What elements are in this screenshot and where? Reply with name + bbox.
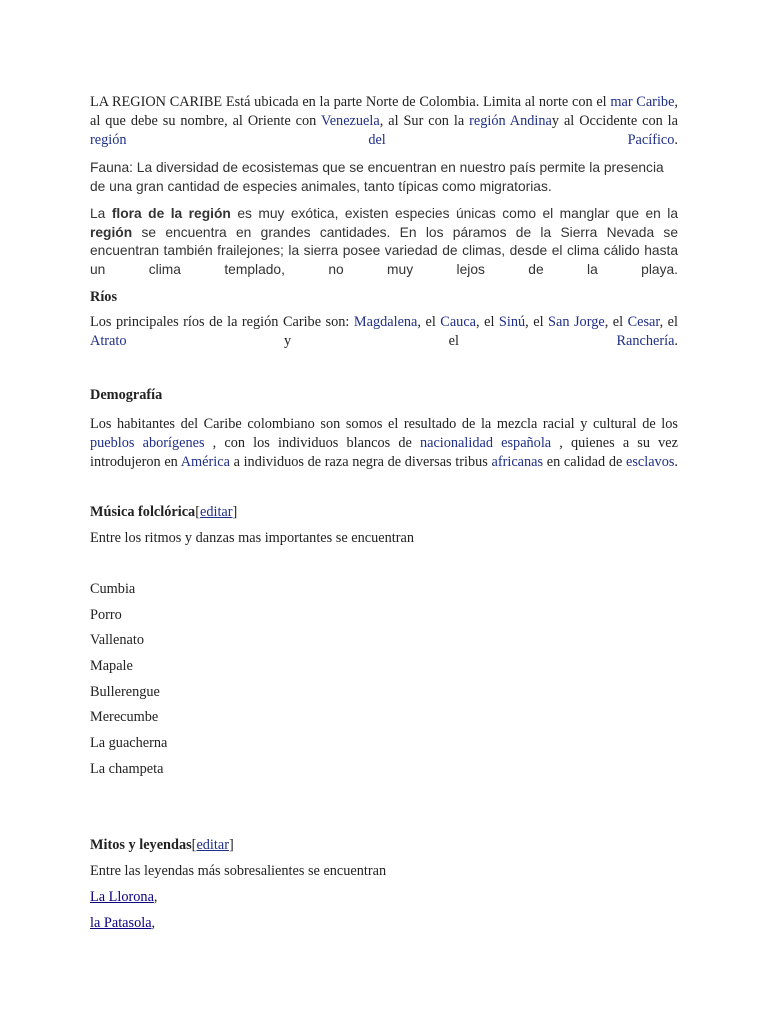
musica-heading: Música folclórica: [90, 504, 196, 520]
list-item: Bullerengue: [90, 684, 160, 700]
list-item: Cumbia: [90, 581, 136, 597]
intro-paragraph: [90, 93, 678, 169]
text: .: [674, 132, 678, 148]
text: Los habitantes del Caribe colombiano son somos el resultado de la mezcla racial y cultural de los: [90, 416, 678, 432]
bracket: ]: [232, 504, 238, 520]
link-sinu[interactable]: Sinú: [498, 314, 526, 330]
list-item: Merecumbe: [90, 709, 159, 725]
link-magdalena[interactable]: Magdalena: [353, 314, 418, 330]
musica-intro: Entre los ritmos y danzas mas importantes se encuentran: [90, 530, 414, 546]
link-la-patasola[interactable]: la Patasola: [90, 915, 152, 931]
text: , al que debe su nombre, al Oriente con: [90, 94, 678, 129]
punct: ,: [151, 915, 156, 931]
text: y al Occidente con la: [551, 113, 678, 129]
text: y el: [126, 333, 617, 349]
link-venezuela[interactable]: Venezuela: [320, 113, 380, 129]
link-san-jorge[interactable]: San Jorge: [548, 314, 605, 330]
text: .: [674, 333, 678, 349]
text: en calidad de: [543, 454, 626, 470]
text: LA REGION CARIBE Está ubicada en la parte Norte de Colombia. Limita al norte con el: [90, 94, 611, 110]
edit-link[interactable]: editar: [199, 504, 233, 520]
bracket: [: [191, 837, 197, 853]
list-item: Vallenato: [90, 632, 144, 648]
link-america[interactable]: América: [180, 454, 230, 470]
mitos-heading-line: [90, 836, 678, 855]
edit-link[interactable]: editar: [196, 837, 229, 853]
link-rancheria[interactable]: Ranchería: [616, 333, 675, 349]
rios-paragraph: [90, 313, 678, 370]
text: , el: [417, 314, 441, 330]
text: , quienes a su vez introdujeron en: [90, 435, 678, 470]
demografia-paragraph: [90, 415, 678, 491]
text: , con los individuos blancos de: [204, 435, 420, 451]
link-nacionalidad-espanola[interactable]: nacionalidad española: [419, 435, 552, 451]
flora-bold: flora de la región: [111, 206, 231, 221]
text: Los principales ríos de la región Caribe son:: [90, 314, 354, 330]
text: , el: [659, 314, 678, 330]
link-cesar[interactable]: Cesar: [627, 314, 660, 330]
fauna-paragraph: Fauna: La diversidad de ecosistemas que se encuentran en nuestro país permite la presencia de una gran cantidad de especies animales, tanto típicas como migratorias.: [90, 160, 664, 194]
text: , el: [604, 314, 628, 330]
text: La: [90, 206, 112, 221]
mitos-intro: Entre las leyendas más sobresalientes se encuentran: [90, 863, 387, 879]
punct: ,: [153, 889, 158, 905]
list-item: [90, 888, 158, 907]
link-esclavos[interactable]: esclavos: [625, 454, 675, 470]
demografia-heading: Demografía: [90, 387, 163, 403]
rios-heading: Ríos: [90, 289, 118, 305]
text: se encuentra en grandes cantidades. En los páramos de la Sierra Nevada se encuentran también frailejones; la sierra posee variedad de climas, desde el clima cálido hasta un clima templado, no muy lejos de la playa.: [90, 224, 678, 277]
link-atrato[interactable]: Atrato: [90, 333, 127, 349]
link-region-andina[interactable]: región Andina: [469, 113, 552, 129]
list-item: La champeta: [90, 761, 164, 777]
link-mar-caribe[interactable]: mar Caribe: [610, 94, 675, 110]
text: .: [674, 454, 678, 470]
text: a individuos de raza negra de diversas tribus: [229, 454, 492, 470]
mitos-heading: Mitos y leyendas: [90, 837, 192, 853]
musica-heading-line: [90, 503, 678, 522]
flora-paragraph: [90, 205, 678, 298]
link-pueblos-aborigenes[interactable]: pueblos aborígenes: [90, 435, 205, 451]
list-item: Mapale: [90, 658, 133, 674]
bracket: [: [195, 504, 200, 520]
link-africanas[interactable]: africanas: [491, 454, 544, 470]
list-item: [90, 914, 155, 933]
list-item: La guacherna: [90, 735, 168, 751]
text: es muy exótica, existen especies únicas como el manglar que en la: [230, 206, 678, 221]
text: , el: [476, 314, 499, 330]
link-la-llorona[interactable]: La Llorona: [90, 889, 154, 905]
link-cauca[interactable]: Cauca: [440, 314, 477, 330]
text: , el: [525, 314, 549, 330]
bracket: ]: [228, 837, 234, 853]
text: , al Sur con la: [379, 113, 470, 129]
link-region-pacifico[interactable]: región del Pacífico: [90, 132, 675, 148]
list-item: Porro: [90, 607, 122, 623]
region-bold: región: [90, 224, 133, 240]
